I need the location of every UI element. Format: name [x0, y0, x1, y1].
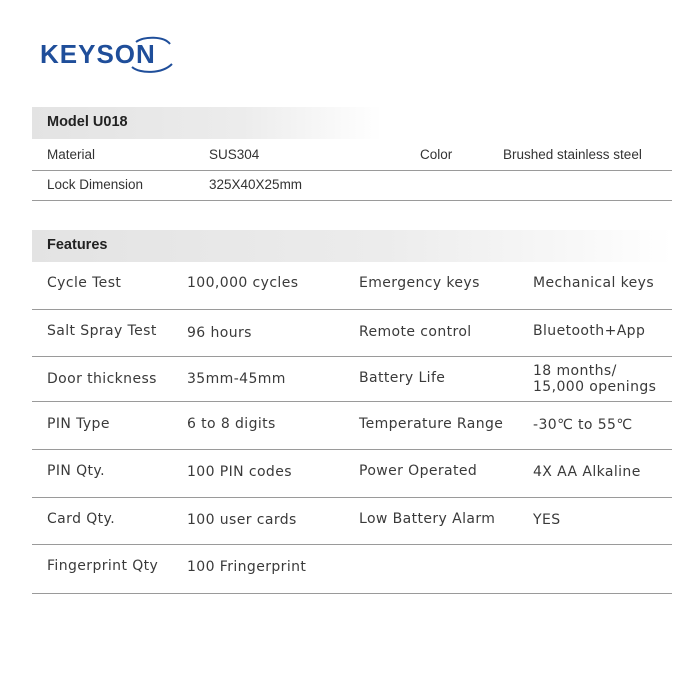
color-value: Brushed stainless steel: [503, 147, 642, 162]
feature-row: [32, 498, 672, 545]
feature-value: 100 PIN codes: [187, 464, 292, 480]
model-title: Model U018: [47, 114, 128, 130]
feature-value: 35mm-45mm: [187, 371, 286, 387]
feature-key: Door thickness: [47, 371, 157, 387]
feature-row: [32, 545, 672, 594]
feature-key: PIN Qty.: [47, 463, 105, 479]
model-section-header: [32, 107, 382, 139]
feature-value: 4X AA Alkaline: [533, 464, 641, 480]
feature-row: [32, 450, 672, 498]
battery-life-line1: 18 months/: [533, 363, 617, 379]
feature-value: Mechanical keys: [533, 275, 655, 291]
feature-value: 100,000 cycles: [187, 275, 299, 291]
dimension-value: 325X40X25mm: [209, 177, 303, 192]
features-title: Features: [47, 237, 108, 253]
brand-name: KEYSON: [40, 39, 156, 69]
feature-value: Bluetooth+App: [533, 323, 646, 339]
feature-row: [32, 310, 672, 357]
features-section-header: [32, 230, 672, 262]
feature-key: PIN Type: [47, 416, 110, 432]
color-label: Color: [420, 147, 453, 162]
feature-value: 100 Fringerprint: [187, 559, 307, 575]
feature-value: 96 hours: [187, 325, 252, 341]
feature-value: -30℃ to 55℃: [533, 417, 633, 433]
brand-logo: [40, 34, 180, 74]
feature-key: Emergency keys: [359, 275, 480, 291]
material-value: SUS304: [209, 147, 260, 162]
feature-key: Temperature Range: [359, 416, 504, 432]
feature-value: 100 user cards: [187, 512, 297, 528]
feature-key: Remote control: [359, 324, 472, 340]
feature-key: Fingerprint Qty: [47, 558, 159, 574]
battery-life-line2: 15,000 openings: [533, 379, 657, 395]
feature-key: Battery Life: [359, 370, 446, 386]
feature-key: Salt Spray Test: [47, 323, 157, 339]
feature-row: [32, 263, 672, 310]
feature-value: YES: [533, 512, 561, 528]
feature-row: [32, 357, 672, 402]
feature-key: Card Qty.: [47, 511, 116, 527]
feature-key: Low Battery Alarm: [359, 511, 496, 527]
feature-value: 6 to 8 digits: [187, 416, 276, 432]
feature-value: [533, 363, 656, 395]
feature-row: [32, 402, 672, 450]
logo-swoosh-icon: [40, 34, 180, 74]
dimension-label: Lock Dimension: [47, 177, 144, 192]
model-row-dimension: [32, 170, 672, 201]
feature-key: Cycle Test: [47, 275, 122, 291]
model-row-material: [32, 140, 672, 171]
feature-key: Power Operated: [359, 463, 478, 479]
material-label: Material: [47, 147, 96, 162]
